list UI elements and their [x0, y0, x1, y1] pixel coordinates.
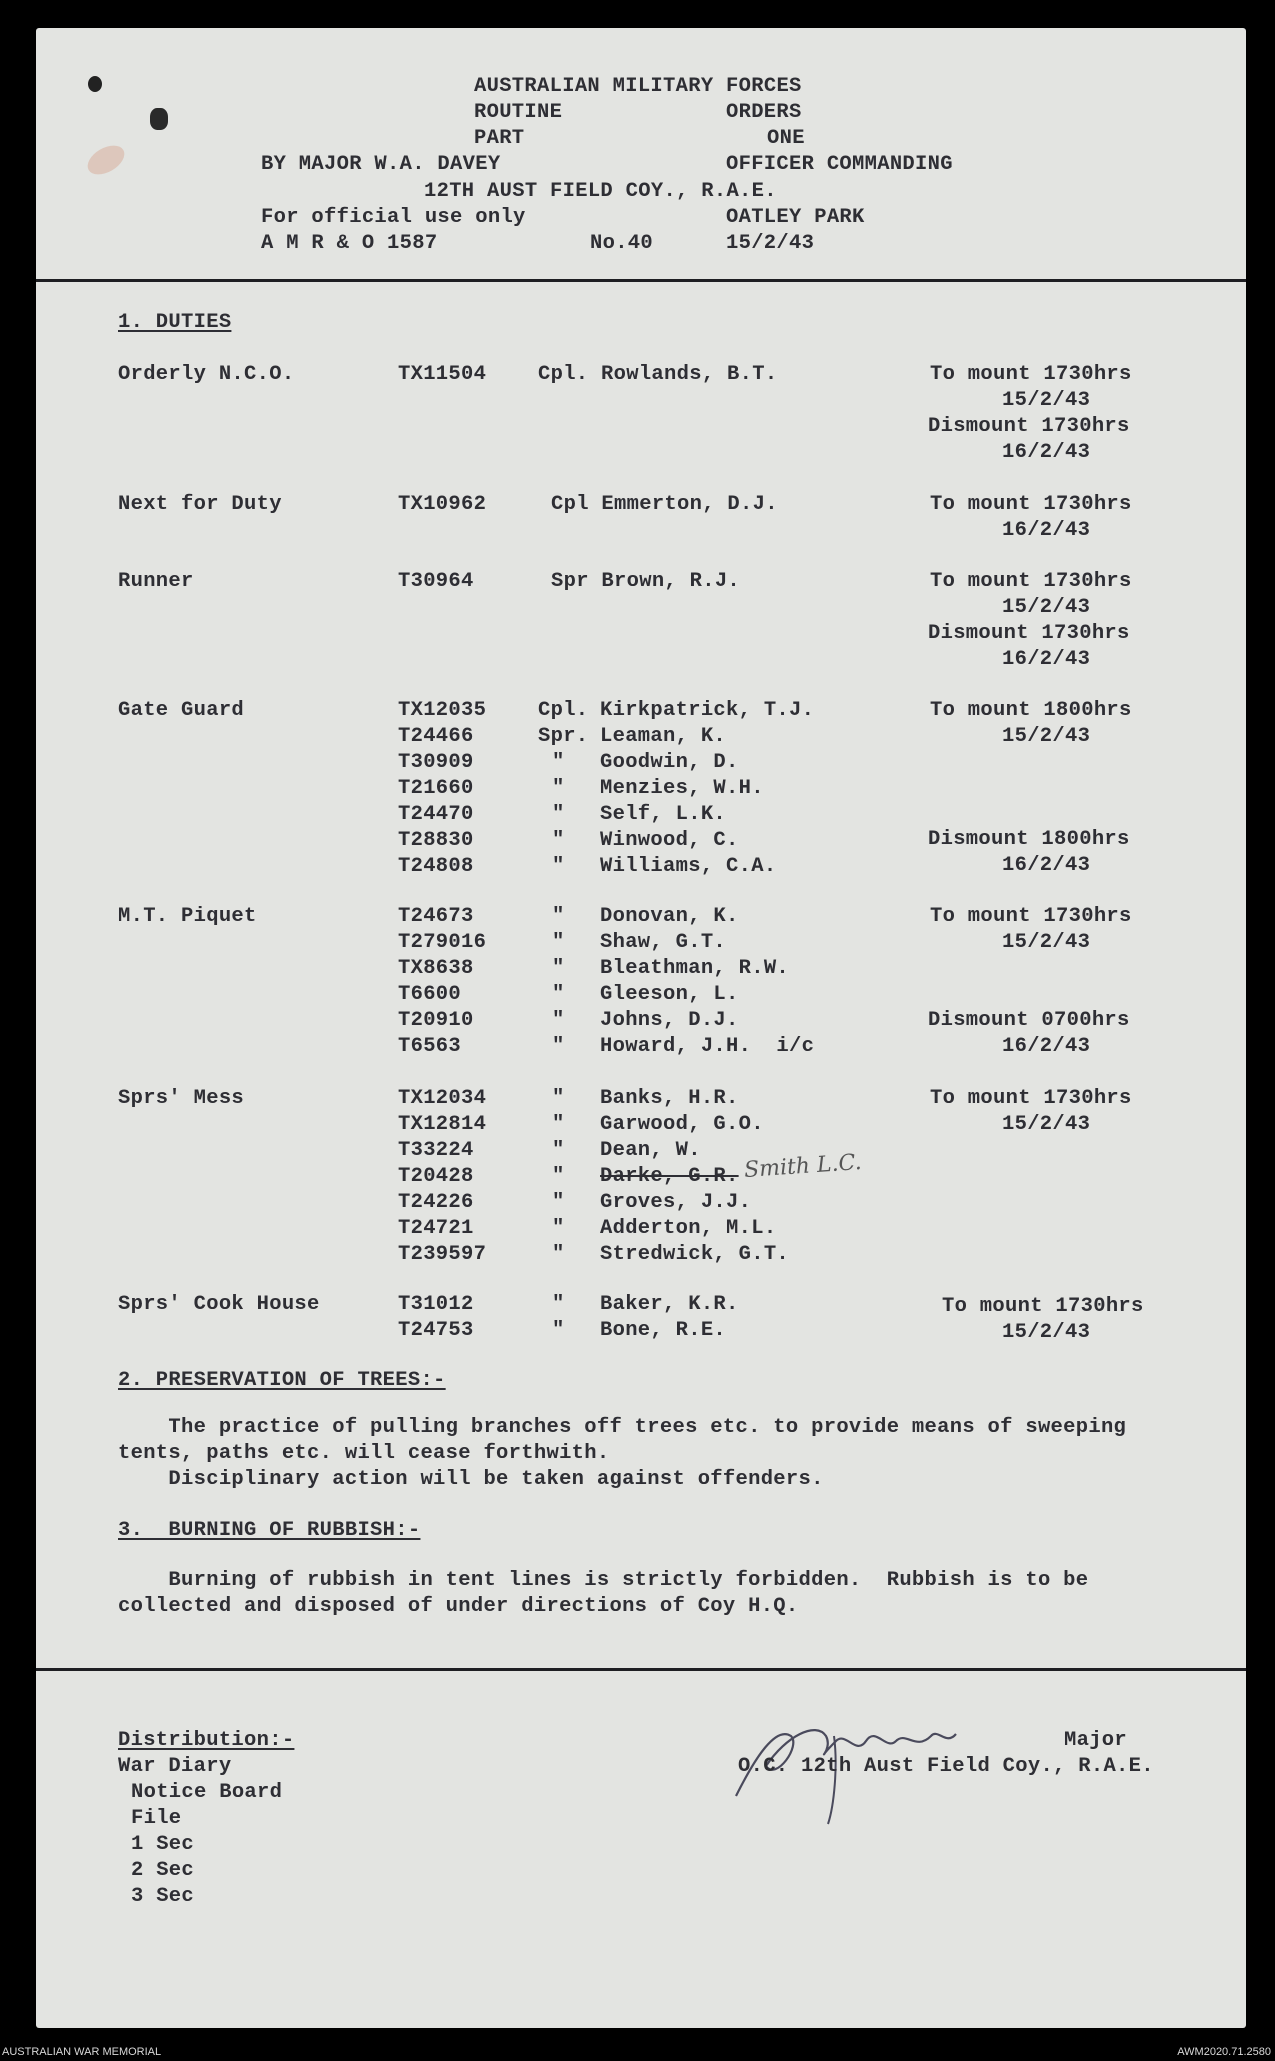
person-name: Adderton, M.L. [600, 1217, 777, 1240]
header-unit: 12TH AUST FIELD COY., R.A.E. [424, 180, 777, 203]
dismount-time: Dismount 1730hrs [928, 415, 1130, 438]
rank: Spr. [538, 725, 589, 748]
person-name: Bleathman, R.W. [600, 957, 790, 980]
service-number: T24673 [398, 905, 474, 928]
signature-rank: Major [1064, 1729, 1128, 1752]
service-number: T30909 [398, 751, 474, 774]
ditto-mark: " [552, 751, 565, 774]
header-amr: A M R & O 1587 [261, 232, 438, 255]
duty-label: Gate Guard [118, 699, 245, 722]
paragraph-line: The practice of pulling branches off trees etc. to provide means of sweeping [118, 1416, 1127, 1439]
service-number: T24466 [398, 725, 474, 748]
archive-footer [0, 2044, 1275, 2061]
ditto-mark: " [552, 983, 565, 1006]
person-name: Shaw, G.T. [600, 931, 727, 954]
service-number: T33224 [398, 1139, 474, 1162]
mount-time: To mount 1730hrs [930, 905, 1132, 928]
paragraph-line: Burning of rubbish in tent lines is strictly forbidden. Rubbish is to be [118, 1569, 1089, 1592]
duty-label: Sprs' Mess [118, 1087, 245, 1110]
stain-mark [88, 76, 102, 92]
ditto-mark: " [552, 1191, 565, 1214]
list-item: 1 Sec [131, 1833, 195, 1856]
person-name: Howard, J.H. i/c [600, 1035, 815, 1058]
service-number: T28830 [398, 829, 474, 852]
service-number: TX12034 [398, 1087, 487, 1110]
person-name: Leaman, K. [600, 725, 727, 748]
dismount-time: Dismount 0700hrs [928, 1009, 1130, 1032]
service-number: TX8638 [398, 957, 474, 980]
ditto-mark: " [552, 1035, 565, 1058]
duty-label: Sprs' Cook House [118, 1293, 320, 1316]
person-name: Kirkpatrick, T.J. [600, 699, 815, 722]
header-by: BY MAJOR W.A. DAVEY [261, 153, 501, 176]
document-page [36, 28, 1246, 2028]
rubbish-heading: 3. BURNING OF RUBBISH:- [118, 1519, 421, 1542]
service-number: T21660 [398, 777, 474, 800]
person-name: Banks, H.R. [600, 1087, 739, 1110]
ditto-mark: " [552, 777, 565, 800]
mount-time: To mount 1800hrs [930, 699, 1132, 722]
ditto-mark: " [552, 1113, 565, 1136]
ditto-mark: " [552, 1217, 565, 1240]
ditto-mark: " [552, 1293, 565, 1316]
person-name: Menzies, W.H. [600, 777, 764, 800]
mount-date: 15/2/43 [1002, 389, 1091, 412]
person-name: Cpl Emmerton, D.J. [551, 493, 778, 516]
header-orders: ORDERS [726, 101, 802, 124]
person-name: Donovan, K. [600, 905, 739, 928]
list-item: War Diary [118, 1755, 232, 1778]
service-number: T239597 [398, 1243, 487, 1266]
mount-date: 15/2/43 [1002, 1113, 1091, 1136]
mount-time: To mount 1730hrs [930, 1087, 1132, 1110]
paragraph-line: Disciplinary action will be taken against offenders. [118, 1468, 824, 1491]
trees-heading: 2. PRESERVATION OF TREES:- [118, 1369, 446, 1392]
person-name: Stredwick, G.T. [600, 1243, 790, 1266]
document-title: AUSTRALIAN MILITARY FORCES [474, 75, 802, 98]
person-name: Groves, J.J. [600, 1191, 752, 1214]
service-number: TX12814 [398, 1113, 487, 1136]
dismount-date: 16/2/43 [1002, 441, 1091, 464]
service-number: T20428 [398, 1165, 474, 1188]
ditto-mark: " [552, 931, 565, 954]
header-date: 15/2/43 [726, 232, 815, 255]
ditto-mark: " [552, 1139, 565, 1162]
mount-date: 15/2/43 [1002, 1321, 1091, 1344]
list-item: File [131, 1807, 182, 1830]
ditto-mark: " [552, 905, 565, 928]
header-official: For official use only [261, 206, 526, 229]
service-number: T24721 [398, 1217, 474, 1240]
person-name: Baker, K.R. [600, 1293, 739, 1316]
stain-mark [83, 140, 130, 181]
person-name-struck: Darke, G.R. [600, 1165, 739, 1188]
ditto-mark: " [552, 957, 565, 980]
header-number: No.40 [590, 232, 654, 255]
person-name: Johns, D.J. [600, 1009, 739, 1032]
service-number: T30964 [398, 570, 474, 593]
ditto-mark: " [552, 855, 565, 878]
person-name: Self, L.K. [600, 803, 727, 826]
service-number: T24753 [398, 1319, 474, 1342]
service-number: T6600 [398, 983, 462, 1006]
service-number: TX12035 [398, 699, 487, 722]
person-name: Bone, R.E. [600, 1319, 727, 1342]
duties-heading: 1. DUTIES [118, 311, 232, 334]
archive-reference: AWM2020.71.2580 [1177, 2046, 1271, 2058]
duty-label: Orderly N.C.O. [118, 363, 295, 386]
header-part-number: ONE [767, 127, 805, 150]
service-number: T6563 [398, 1035, 462, 1058]
duty-label: Runner [118, 570, 194, 593]
handwritten-correction: Smith L.C. [743, 1149, 863, 1184]
ditto-mark: " [552, 1319, 565, 1342]
header-part: PART [474, 127, 525, 150]
person-name: Williams, C.A. [600, 855, 777, 878]
person-name: Dean, W. [600, 1139, 701, 1162]
dismount-time: Dismount 1800hrs [928, 828, 1130, 851]
ditto-mark: " [552, 1243, 565, 1266]
rank: Cpl. [538, 699, 589, 722]
header-officer: OFFICER COMMANDING [726, 153, 953, 176]
ditto-mark: " [552, 1165, 565, 1188]
mount-time: To mount 1730hrs [930, 363, 1132, 386]
service-number: TX10962 [398, 493, 487, 516]
dismount-time: Dismount 1730hrs [928, 622, 1130, 645]
paragraph-line: collected and disposed of under directions of Coy H.Q. [118, 1595, 799, 1618]
signature-unit: O.C. 12th Aust Field Coy., R.A.E. [738, 1755, 1154, 1778]
paragraph-line: tents, paths etc. will cease forthwith. [118, 1442, 610, 1465]
ditto-mark: " [552, 1009, 565, 1032]
distribution-heading: Distribution:- [118, 1729, 295, 1752]
mount-time: To mount 1730hrs [930, 493, 1132, 516]
service-number: T279016 [398, 931, 487, 954]
service-number: TX11504 [398, 363, 487, 386]
list-item: Notice Board [131, 1781, 283, 1804]
mount-date: 15/2/43 [1002, 725, 1091, 748]
service-number: T24226 [398, 1191, 474, 1214]
person-name: Goodwin, D. [600, 751, 739, 774]
mount-time: To mount 1730hrs [942, 1295, 1144, 1318]
service-number: T24470 [398, 803, 474, 826]
divider [36, 1668, 1246, 1671]
person-name: Spr Brown, R.J. [551, 570, 741, 593]
ditto-mark: " [552, 1087, 565, 1110]
ditto-mark: " [552, 829, 565, 852]
stain-mark [150, 108, 168, 130]
duty-label: M.T. Piquet [118, 905, 257, 928]
list-item: 3 Sec [131, 1885, 195, 1908]
mount-date: 15/2/43 [1002, 931, 1091, 954]
list-item: 2 Sec [131, 1859, 195, 1882]
service-number: T20910 [398, 1009, 474, 1032]
mount-date: 15/2/43 [1002, 596, 1091, 619]
mount-time: To mount 1730hrs [930, 570, 1132, 593]
header-location: OATLEY PARK [726, 206, 865, 229]
archive-name: AUSTRALIAN WAR MEMORIAL [2, 2046, 162, 2058]
person-name: Winwood, C. [600, 829, 739, 852]
dismount-date: 16/2/43 [1002, 648, 1091, 671]
person-name: Gleeson, L. [600, 983, 739, 1006]
divider [36, 279, 1246, 282]
ditto-mark: " [552, 803, 565, 826]
mount-date: 16/2/43 [1002, 519, 1091, 542]
dismount-date: 16/2/43 [1002, 1035, 1091, 1058]
person-name: Cpl. Rowlands, B.T. [538, 363, 778, 386]
duty-label: Next for Duty [118, 493, 282, 516]
service-number: T31012 [398, 1293, 474, 1316]
service-number: T24808 [398, 855, 474, 878]
dismount-date: 16/2/43 [1002, 854, 1091, 877]
header-routine: ROUTINE [474, 101, 563, 124]
person-name: Garwood, G.O. [600, 1113, 764, 1136]
